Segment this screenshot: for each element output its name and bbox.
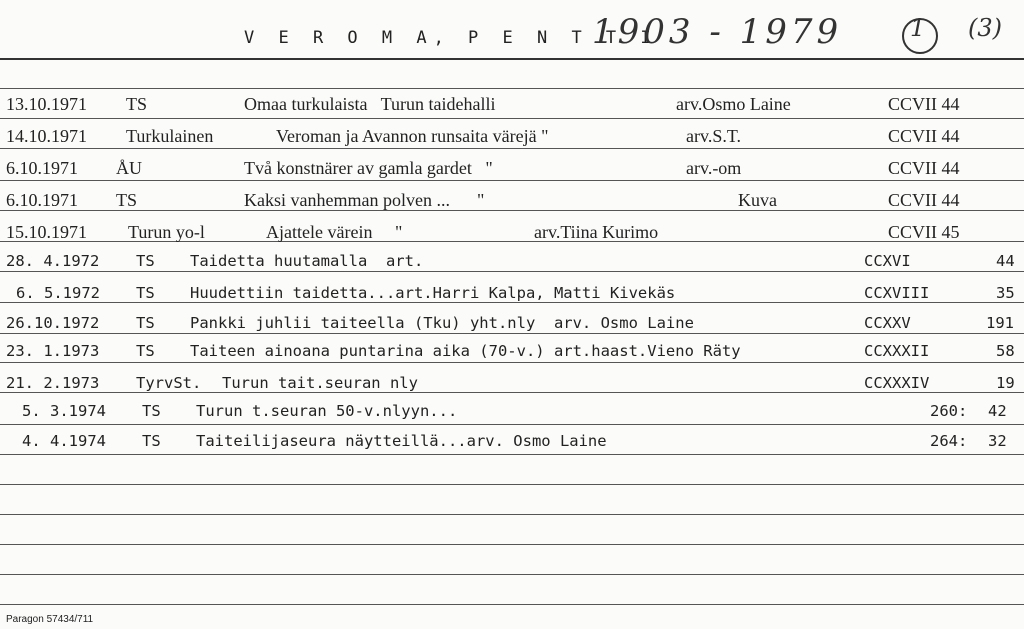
row-title: Taidetta huutamalla art.	[190, 252, 424, 270]
row-date: 4. 4.1974	[22, 432, 106, 450]
life-years: 1903 - 1979	[592, 12, 843, 52]
card-total: (3)	[968, 14, 1002, 42]
rule	[0, 118, 1024, 119]
row-volume: CCXXXIV	[864, 374, 930, 392]
row-volume: CCXXXII	[864, 342, 930, 360]
row-source: TS	[116, 190, 138, 210]
row-title: Taiteen ainoana puntarina aika (70-v.) art.haast.Vieno Räty	[190, 342, 741, 360]
header-rule	[0, 58, 1024, 60]
row-title: Ajattele värein "	[266, 222, 403, 242]
rule	[0, 514, 1024, 515]
row-source: TS	[126, 94, 148, 114]
row-page: 35	[996, 284, 1015, 302]
row-date: 6.10.1971	[6, 158, 78, 178]
row-date: 15.10.1971	[6, 222, 87, 242]
row-title: Turun t.seuran 50-v.nlyyn...	[196, 402, 458, 420]
row-title: Taiteilijaseura näytteillä...arv. Osmo Laine	[196, 432, 607, 450]
row-volume: 264:	[930, 432, 968, 450]
row-source: TS	[136, 284, 155, 302]
row-date: 23. 1.1973	[6, 342, 100, 360]
row-page: 42	[988, 402, 1007, 420]
artist-name: V E R O M A, P E N T T I	[244, 28, 658, 48]
row-title: Veroman ja Avannon runsaita värejä "	[276, 126, 549, 146]
rule	[0, 424, 1024, 425]
row-date: 6. 5.1972	[16, 284, 100, 302]
row-date: 28. 4.1972	[6, 252, 100, 270]
row-title: Kaksi vanhemman polven ... "	[244, 190, 485, 210]
row-page: 191	[986, 314, 1014, 332]
row-date: 14.10.1971	[6, 126, 87, 146]
rule	[0, 333, 1024, 334]
rule	[0, 362, 1024, 363]
rule	[0, 392, 1024, 393]
row-title: Huudettiin taidetta...art.Harri Kalpa, Matti Kivekäs	[190, 284, 676, 302]
row-volume: CCXVI	[864, 252, 911, 270]
row-source: Turun yo-l	[128, 222, 205, 242]
row-volume: CCVII 44	[888, 158, 960, 178]
row-author: arv.Osmo Laine	[676, 94, 791, 114]
row-author: arv.S.T.	[686, 126, 741, 146]
row-date: 13.10.1971	[6, 94, 87, 114]
rule	[0, 271, 1024, 272]
rule	[0, 574, 1024, 575]
row-source: TS	[136, 342, 155, 360]
row-date: 5. 3.1974	[22, 402, 106, 420]
row-title: Turun tait.seuran nly	[222, 374, 418, 392]
rule	[0, 454, 1024, 455]
row-date: 26.10.1972	[6, 314, 100, 332]
row-source: TyrvSt.	[136, 374, 202, 392]
rule	[0, 604, 1024, 605]
rule	[0, 148, 1024, 149]
rule	[0, 180, 1024, 181]
row-volume: CCVII 45	[888, 222, 960, 242]
rule	[0, 544, 1024, 545]
rule	[0, 88, 1024, 89]
row-page: 58	[996, 342, 1015, 360]
rule	[0, 484, 1024, 485]
row-volume: 260:	[930, 402, 968, 420]
row-source: TS	[142, 402, 161, 420]
row-source: TS	[142, 432, 161, 450]
row-page: 44	[996, 252, 1015, 270]
row-author: Kuva	[738, 190, 777, 210]
row-volume: CCVII 44	[888, 94, 960, 114]
row-author: arv.-om	[686, 158, 742, 178]
printer-imprint: Paragon 57434/711	[6, 614, 94, 625]
row-source: TS	[136, 252, 155, 270]
row-date: 6.10.1971	[6, 190, 78, 210]
card-number: 1	[910, 14, 926, 42]
rule	[0, 210, 1024, 211]
row-page: 32	[988, 432, 1007, 450]
row-title: Pankki juhlii taiteella (Tku) yht.nly arv. Osmo Laine	[190, 314, 694, 332]
row-title: Omaa turkulaista Turun taidehalli	[244, 94, 496, 114]
row-author: arv.Tiina Kurimo	[534, 222, 659, 242]
row-source: Turkulainen	[126, 126, 214, 146]
rule	[0, 302, 1024, 303]
row-page: 19	[996, 374, 1015, 392]
row-volume: CCVII 44	[888, 190, 960, 210]
row-source: ÅU	[116, 158, 142, 178]
row-title: Två konstnärer av gamla gardet "	[244, 158, 493, 178]
row-volume: CCXVIII	[864, 284, 930, 302]
row-source: TS	[136, 314, 155, 332]
row-date: 21. 2.1973	[6, 374, 100, 392]
row-volume: CCXXV	[864, 314, 911, 332]
row-volume: CCVII 44	[888, 126, 960, 146]
